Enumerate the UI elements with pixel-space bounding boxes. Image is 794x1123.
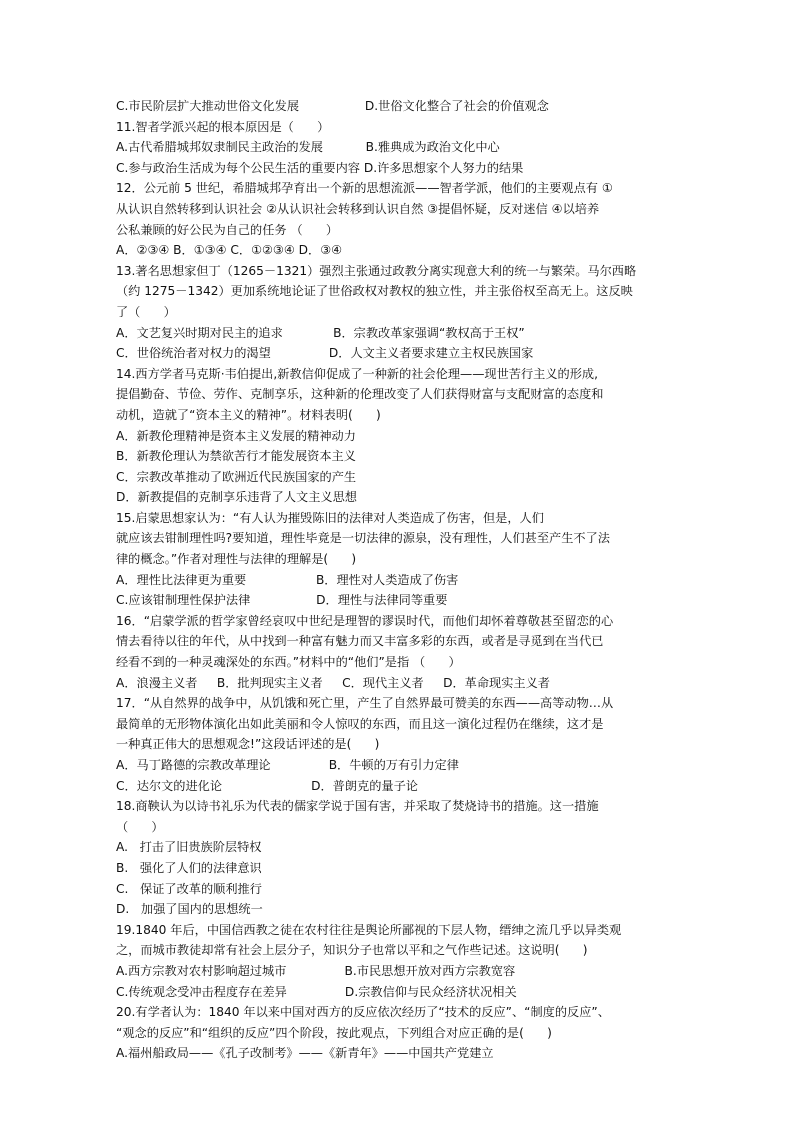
text-line: 17．“从自然界的战争中，从饥饿和死亡里，产生了自然界最可赞美的东西——高等动物…从 bbox=[116, 696, 614, 711]
text-line: A．理性比法律更为重要 B．理性对人类造成了伤害 bbox=[116, 572, 459, 587]
text-line: C.市民阶层扩大推动世俗文化发展 D.世俗文化整合了社会的价值观念 bbox=[116, 99, 549, 113]
text-line: A．②③④ B．①③④ C．①②③④ D．③④ bbox=[116, 243, 343, 258]
text-line: 16．“启蒙学派的哲学家曾经哀叹中世纪是理智的谬误时代，而他们却怀着尊敬甚至留恋的心 bbox=[116, 613, 614, 628]
text-line: D. 加强了国内的思想统一 bbox=[116, 902, 263, 917]
text-line: 从认识自然转移到认识社会 ②从认识社会转移到认识自然 ③提倡怀疑，反对迷信 ④以培养 bbox=[116, 201, 600, 216]
text-line: 14.西方学者马克斯·韦伯提出,新教信仰促成了一种新的社会伦理——现世苦行主义的形成, bbox=[116, 366, 598, 381]
text-line: C．达尔文的进化论 D．普朗克的量子论 bbox=[116, 778, 418, 793]
exam-page bbox=[116, 96, 686, 1064]
text-line: 15.启蒙思想家认为：“有人认为摧毁陈旧的法律对人类造成了伤害，但是，人们 bbox=[116, 510, 544, 525]
text-line: C.应该钳制理性保护法律 D．理性与法律同等重要 bbox=[116, 593, 448, 608]
text-line: A．文艺复兴时期对民主的追求 B．宗教改革家强调“教权高于王权” bbox=[116, 325, 525, 340]
text-line: 18.商鞅认为以诗书礼乐为代表的儒家学说于国有害，并采取了焚烧诗书的措施。这一措施 bbox=[116, 799, 599, 814]
text-line: B．新教伦理认为禁欲苦行才能发展资本主义 bbox=[116, 449, 356, 464]
text-line: 11.智者学派兴起的根本原因是（ ） bbox=[116, 119, 330, 134]
text-line: 之，而城市教徒却常有社会上层分子，知识分子也常以平和之气作些记述。这说明( ) bbox=[116, 943, 588, 958]
text-line: 公私兼顾的好公民为自己的任务 （ ） bbox=[116, 222, 339, 237]
text-line: 13.著名思想家但丁（1265－1321）强烈主张通过政教分离实现意大利的统一与繁荣。马尔西略 bbox=[116, 263, 637, 278]
text-line: 最简单的无形物体演化出如此美丽和令人惊叹的东西，而且这一演化过程仍在继续，这才是 bbox=[116, 716, 604, 731]
text-line: 一种真正伟大的思想观念!”这段话评述的是( ) bbox=[116, 737, 380, 752]
text-line: 12．公元前 5 世纪，希腊城邦孕育出一个新的思想流派——智者学派，他们的主要观点有 ① bbox=[116, 181, 613, 196]
text-line: A．浪漫主义者 B．批判现实主义者 C．现代主义者 D．革命现实主义者 bbox=[116, 675, 550, 690]
text-line: 了（ ） bbox=[116, 304, 176, 319]
text-line: C．世俗统治者对权力的渴望 D．人文主义者要求建立主权民族国家 bbox=[116, 346, 534, 361]
text-line: C．宗教改革推动了欧洲近代民族国家的产生 bbox=[116, 469, 357, 484]
text-line: 就应该去钳制理性吗?要知道，理性毕竟是一切法律的源泉，没有理性，人们甚至产生不了法 bbox=[116, 531, 610, 546]
text-line: A．新教伦理精神是资本主义发展的精神动力 bbox=[116, 428, 356, 443]
text-line: “观念的反应”和“组织的反应”四个阶段，按此观点，下列组合对应正确的是( ) bbox=[116, 1025, 552, 1040]
text-line: （ ） bbox=[116, 819, 164, 834]
text-line: C. 保证了改革的顺利推行 bbox=[116, 881, 262, 896]
text-line: 提倡勤奋、节俭、劳作、克制享乐，这种新的伦理改变了人们获得财富与支配财富的态度和 bbox=[116, 387, 604, 402]
text-line: 19.1840 年后，中国信西教之徒在农村往往是舆论所鄙视的下层人物，缙绅之流几乎以异类观 bbox=[116, 922, 622, 937]
text-line: （约 1275－1342）更加系统地论证了世俗政权对教权的独立性，并主张俗权至高无上。这反映 bbox=[116, 284, 633, 299]
text-line: 情去看待以往的年代，从中找到一种富有魅力而又丰富多彩的东西，或者是寻觅到在当代已 bbox=[116, 634, 604, 649]
text-line: A. 打击了旧贵族阶层特权 bbox=[116, 840, 262, 855]
text-line: B. 强化了人们的法律意识 bbox=[116, 860, 262, 875]
text-line: C.传统观念受冲击程度存在差异 D.宗教信仰与民众经济状况相关 bbox=[116, 984, 517, 999]
text-line: 20.有学者认为：1840 年以来中国对西方的反应依次经历了“技术的反应”、“制度的反应”、 bbox=[116, 1005, 610, 1020]
text-line: 经看不到的一种灵魂深处的东西。”材料中的“他们”是指 （ ） bbox=[116, 655, 461, 670]
text-line: A.福州船政局——《孔子改制考》——《新青年》——中国共产党建立 bbox=[116, 1046, 494, 1061]
text-line: 动机，造就了“资本主义的精神”。材料表明( ) bbox=[116, 407, 381, 422]
text-line: A．马丁路德的宗教改革理论 B．牛顿的万有引力定律 bbox=[116, 758, 459, 772]
text-line: D．新教提倡的克制享乐违背了人文主义思想 bbox=[116, 490, 357, 505]
text-line: A.西方宗教对农村影响超过城市 B.市民思想开放对西方宗教宽容 bbox=[116, 963, 516, 978]
text-line: A.古代希腊城邦奴隶制民主政治的发展 B.雅典成为政治文化中心 bbox=[116, 140, 500, 155]
text-line: 律的概念。”作者对理性与法律的理解是( ) bbox=[116, 552, 357, 567]
text-line: C.参与政治生活成为每个公民生活的重要内容 D.许多思想家个人努力的结果 bbox=[116, 160, 524, 175]
